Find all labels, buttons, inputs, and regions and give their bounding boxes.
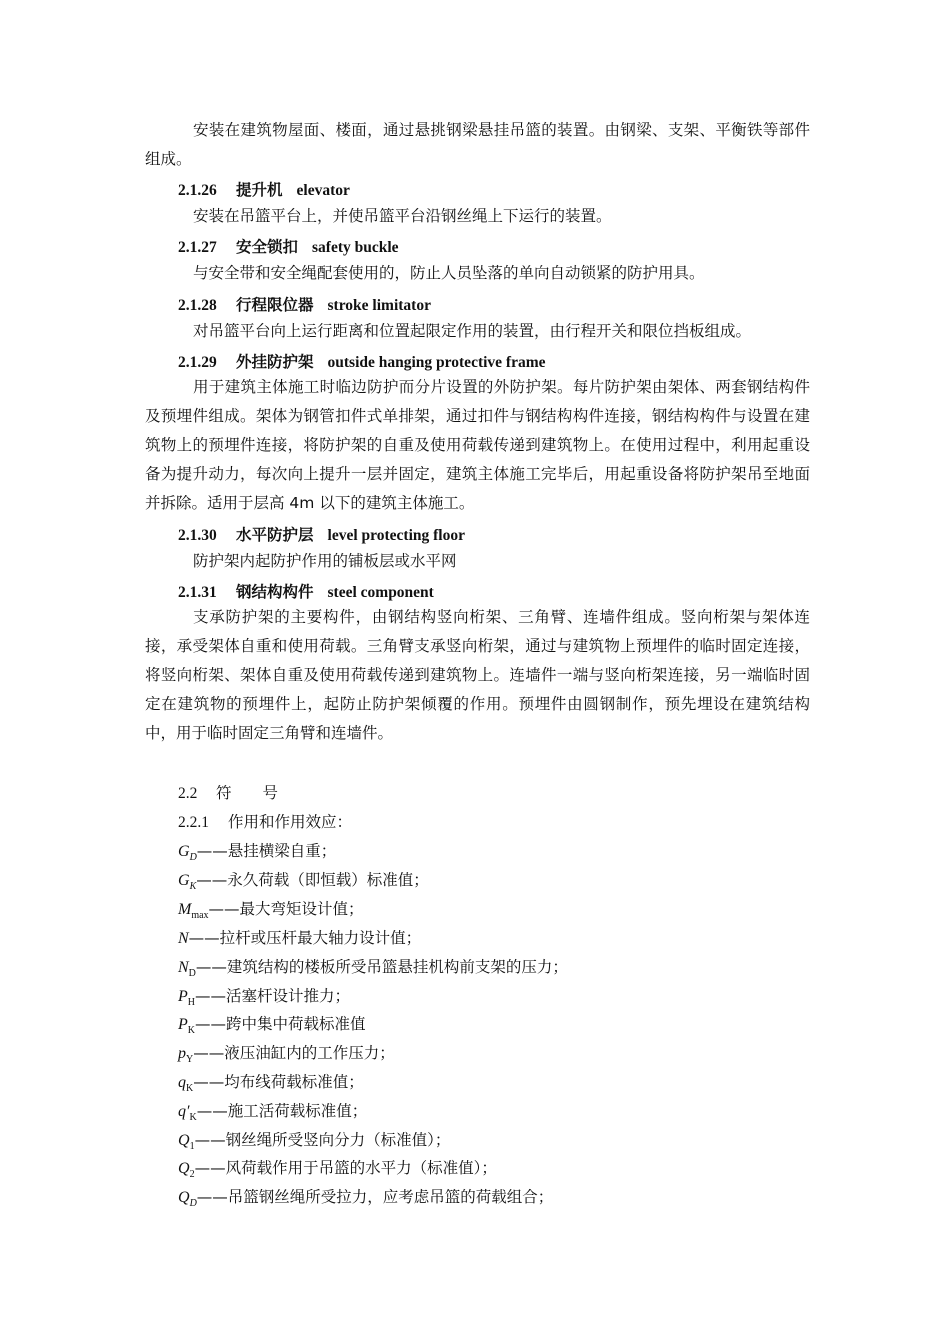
subsection-number: 2.2.1 xyxy=(178,814,209,831)
term-chinese: 行程限位器 xyxy=(236,296,314,314)
symbol-item: $q_K——$均布线荷载标准值； xyxy=(178,1073,364,1094)
term-definition-2-1-31: 支承防护架的主要构件，由钢结构竖向桁架、三角臂、连墙件组成。竖向桁架与架体连接，承受架体自重和使用荷载。三角臂支承竖向桁架，通过与建筑物上预埋件的临时固定连接，将竖向桁架、架体自重及使用荷载传递到建筑物上。连墙件一端与竖向桁架连接，另一端临时固定在建筑物的预埋件上，起防止防护架倾覆的作用。预埋件由圆钢制作，预先埋设在建筑结构中，用于临时固定三角臂和连墙件。 xyxy=(145,608,810,742)
term-definition-2-1-29: 用于建筑主体施工时临边防护而分片设置的外防护架。每片防护架由架体、两套钢结构件及预埋件组成。架体为钢管扣件式单排架，通过扣件与钢结构构件连接，钢结构构件与设置在建筑物上的预埋件连接，将防护架的自重及使用荷载传递到建筑物上。在使用过程中，利用起重设备为提升动力，每次向上提升一层并固定，建筑主体施工完毕后，用起重设备将防护架吊至地面并拆除。适用于层高 4m 以下的建筑主体施工。 xyxy=(145,378,810,512)
term-heading-2-1-27 xyxy=(178,236,399,259)
symbol-item: $N_D——$建筑结构的楼板所受吊篮悬挂机构前支架的压力； xyxy=(178,958,568,979)
term-english: elevator xyxy=(296,182,350,199)
term-english: stroke limitator xyxy=(327,297,431,314)
term-heading-2-1-28 xyxy=(178,294,431,317)
term-english: steel component xyxy=(327,584,434,601)
term-english: outside hanging protective frame xyxy=(327,354,546,371)
symbol-item: $M_{max}——$最大弯矩设计值； xyxy=(178,900,364,921)
term-heading-2-1-30 xyxy=(178,524,465,547)
term-number: 2.1.31 xyxy=(178,584,217,601)
term-number: 2.1.26 xyxy=(178,182,217,199)
symbol-item: $p_Y——$液压油缸内的工作压力； xyxy=(178,1044,395,1065)
term-chinese: 外挂防护架 xyxy=(236,353,314,371)
term-heading-2-1-31 xyxy=(178,581,434,604)
symbol-item: $Q_D——$吊篮钢丝绳所受拉力，应考虑吊篮的荷载组合； xyxy=(178,1188,554,1209)
term-number: 2.1.30 xyxy=(178,527,217,544)
term-chinese: 安全锁扣 xyxy=(236,238,299,256)
symbol-item: $G_D——$悬挂横梁自重； xyxy=(178,842,337,863)
term-chinese: 提升机 xyxy=(236,181,283,199)
subsection-title: 作用和作用效应： xyxy=(228,813,353,831)
paragraph-2-1-25-continuation: 安装在建筑物屋面、楼面，通过悬挑钢梁悬挂吊篮的装置。由钢梁、支架、平衡铁等部件组成。 xyxy=(145,121,810,168)
term-chinese: 钢结构构件 xyxy=(236,583,314,601)
term-heading-2-1-26 xyxy=(178,179,350,202)
term-number: 2.1.29 xyxy=(178,354,217,371)
symbol-item: $Q_1——$钢丝绳所受竖向分力（标准值）； xyxy=(178,1131,451,1152)
section-heading-2-2 xyxy=(178,782,278,805)
term-chinese: 水平防护层 xyxy=(236,526,314,544)
symbol-item: $q'_K——$施工活荷载标准值； xyxy=(178,1102,368,1123)
term-heading-2-1-29 xyxy=(178,351,546,374)
term-number: 2.1.28 xyxy=(178,297,217,314)
term-definition-2-1-27: 与安全带和安全绳配套使用的，防止人员坠落的单向自动锁紧的防护用具。 xyxy=(193,264,705,282)
term-english: safety buckle xyxy=(312,239,399,256)
term-english: level protecting floor xyxy=(327,527,465,544)
term-number: 2.1.27 xyxy=(178,239,217,256)
section-title: 符 号 xyxy=(216,784,279,802)
symbol-item: $G_K——$永久荷载（即恒载）标准值； xyxy=(178,871,429,892)
term-definition-2-1-28: 对吊篮平台向上运行距离和位置起限定作用的装置，由行程开关和限位挡板组成。 xyxy=(193,322,752,340)
symbol-item: $P_H——$活塞杆设计推力； xyxy=(178,987,351,1008)
section-number: 2.2 xyxy=(178,785,198,802)
term-definition-2-1-26: 安装在吊篮平台上，并使吊篮平台沿钢丝绳上下运行的装置。 xyxy=(193,207,612,225)
symbol-item: $Q_2——$风荷载作用于吊篮的水平力（标准值）； xyxy=(178,1159,497,1180)
symbol-item: $P_K——$跨中集中荷载标准值 xyxy=(178,1015,366,1036)
subsection-heading-2-2-1 xyxy=(178,811,352,834)
term-definition-2-1-30: 防护架内起防护作用的铺板层或水平网 xyxy=(193,552,457,570)
symbol-item: N——拉杆或压杆最大轴力设计值； xyxy=(178,929,422,947)
